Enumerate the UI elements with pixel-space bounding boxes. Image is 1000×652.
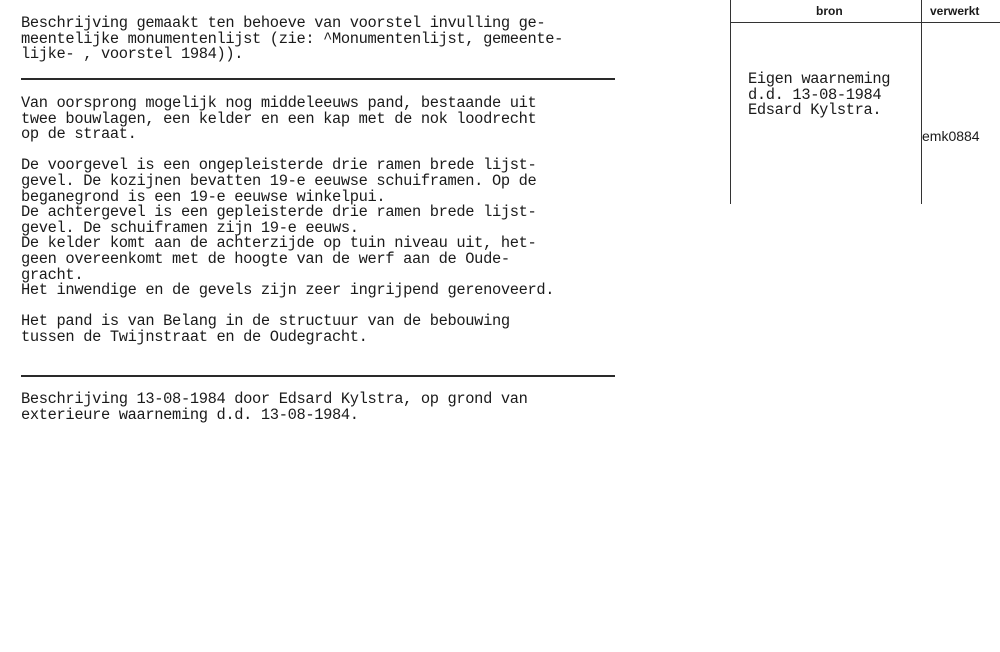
description-paragraph: Van oorsprong mogelijk nog middeleeuws pand, bestaande uit twee bouwlagen, een kelder en een kap met de nok loodrecht op de straat. (21, 94, 537, 144)
table-header-rule (730, 22, 1000, 23)
document-body (21, 16, 621, 63)
divider-top (21, 78, 615, 80)
source-table (730, 0, 1000, 204)
description-section (21, 96, 621, 346)
description-paragraph: De voorgevel is een ongepleisterde drie ramen brede lijst- gevel. De kozijnen bevatten 19-e eeuwse schuiframen. Op de beganegrond is een 19-e eeuwse winkelpui. De achtergevel is een gepleisterde drie ramen brede lijst- gevel. De schuiframen zijn 19-e eeuws. De kelder komt aan de achterzijde op tuin niveau uit, het- geen overeenkomt met de hoogte van de werf aan de Oude- gracht. Het inwendige en de gevels zijn zeer ingrijpend gerenoveerd. (21, 156, 555, 300)
table-border-left (730, 0, 731, 204)
description-paragraph: Het pand is van Belang in de structuur van de bebouwing tussen de Twijnstraat en de Oudegracht. (21, 312, 510, 346)
table-column-divider (921, 0, 922, 204)
column-header-bron: bron (816, 4, 843, 18)
footer-section (21, 392, 621, 423)
footer-text: Beschrijving 13-08-1984 door Edsard Kylstra, op grond van exterieure waarneming d.d. 13-08-1984. (21, 390, 528, 424)
intro-text: Beschrijving gemaakt ten behoeve van voorstel invulling ge- meentelijke monumentenlijst (zie: ^Monumentenlijst, gemeente- lijke- , voorstel 1984)). (21, 14, 564, 64)
column-header-verwerkt: verwerkt (930, 4, 980, 18)
verwerkt-code: emk0884 (922, 128, 980, 144)
bron-text: Eigen waarneming d.d. 13-08-1984 Edsard Kylstra. (748, 70, 891, 120)
divider-bottom (21, 375, 615, 377)
